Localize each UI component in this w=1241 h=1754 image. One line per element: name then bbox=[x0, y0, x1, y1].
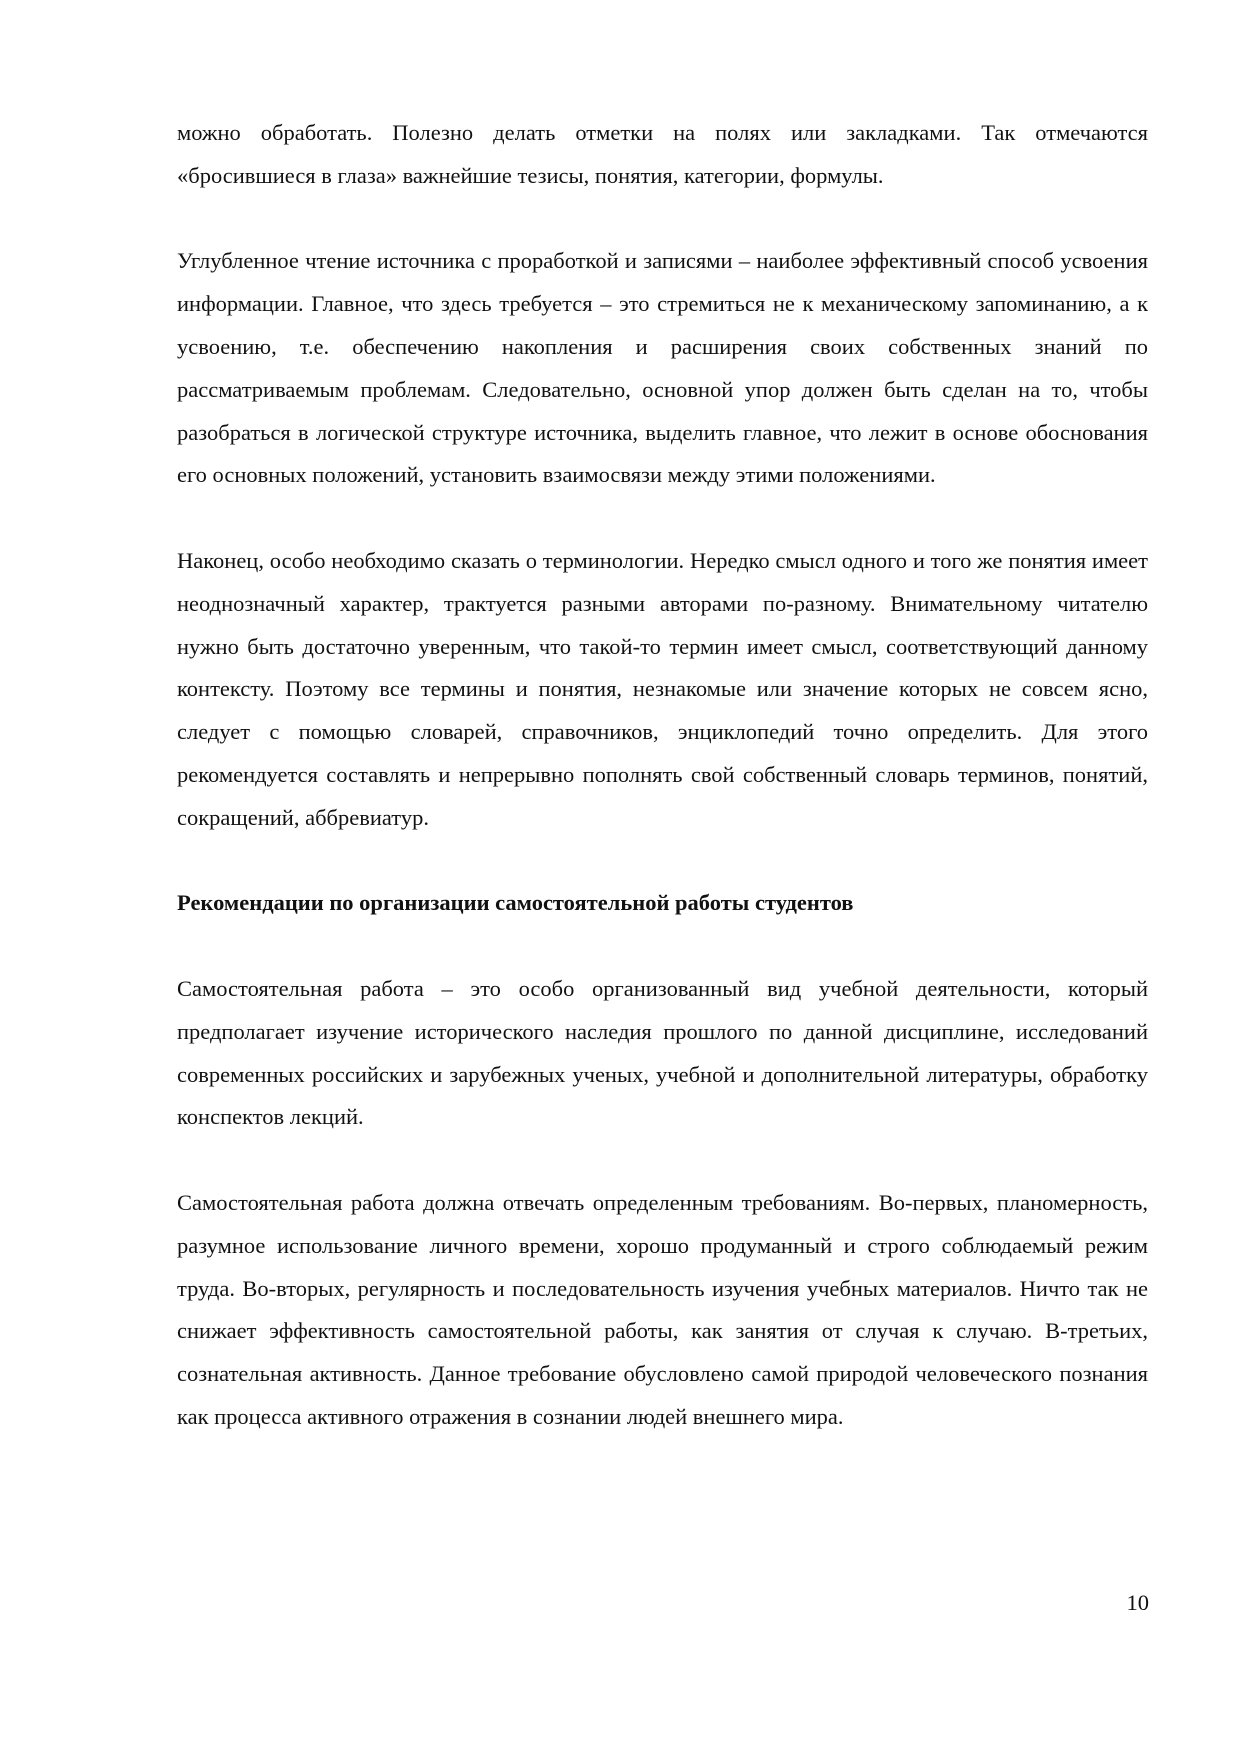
paragraph-terminology: Наконец, особо необходимо сказать о терминологии. Нередко смысл одного и того же понятия имеет неоднозначный характер, трактуется разными авторами по-разному. Внимательному читателю нужно быть достаточно уверенным, что такой-то термин имеет смысл, соответствующий данному контексту. Поэтому все термины и понятия, незнакомые или значение которых не совсем ясно, следует с помощью словарей, справочников, энциклопедий точно определить. Для этого рекомендуется составлять и непрерывно пополнять свой собственный словарь терминов, понятий, сокращений, аббревиатур. bbox=[177, 547, 1148, 830]
page-number: 10 bbox=[1126, 1590, 1149, 1615]
paragraph-independent-work-definition: Самостоятельная работа – это особо организованный вид учебной деятельности, который предполагает изучение исторического наследия прошлого по данной дисциплине, исследований современных российских и зарубежных ученых, учебной и дополнительной литературы, обработку конспектов лекций. bbox=[177, 975, 1148, 1130]
paragraph-marking-notes: можно обработать. Полезно делать отметки на полях или закладками. Так отмечаются «бросившиеся в глаза» важнейшие тезисы, понятия, категории, формулы. bbox=[177, 120, 1148, 188]
page-body bbox=[177, 112, 1148, 1482]
paragraph-deep-reading: Углубленное чтение источника с проработкой и записями – наиболее эффективный способ усвоения информации. Главное, что здесь требуется – это стремиться не к механическому запоминанию, а к усвоению, т.е. обеспечению накопления и расширения своих собственных знаний по рассматриваемым проблемам. Следовательно, основной упор должен быть сделан на то, чтобы разобраться в логической структуре источника, выделить главное, что лежит в основе обоснования его основных положений, установить взаимосвязи между этими положениями. bbox=[177, 248, 1148, 488]
paragraph-independent-work-requirements: Самостоятельная работа должна отвечать определенным требованиям. Во-первых, планомерность, разумное использование личного времени, хорошо продуманный и строго соблюдаемый режим труда. Во-вторых, регулярность и последовательность изучения учебных материалов. Ничто так не снижает эффективность самостоятельной работы, как занятия от случая к случаю. В-третьих, сознательная активность. Данное требование обусловлено самой природой человеческого познания как процесса активного отражения в сознании людей внешнего мира. bbox=[177, 1189, 1148, 1429]
section-heading: Рекомендации по организации самостоятельной работы студентов bbox=[177, 890, 854, 916]
